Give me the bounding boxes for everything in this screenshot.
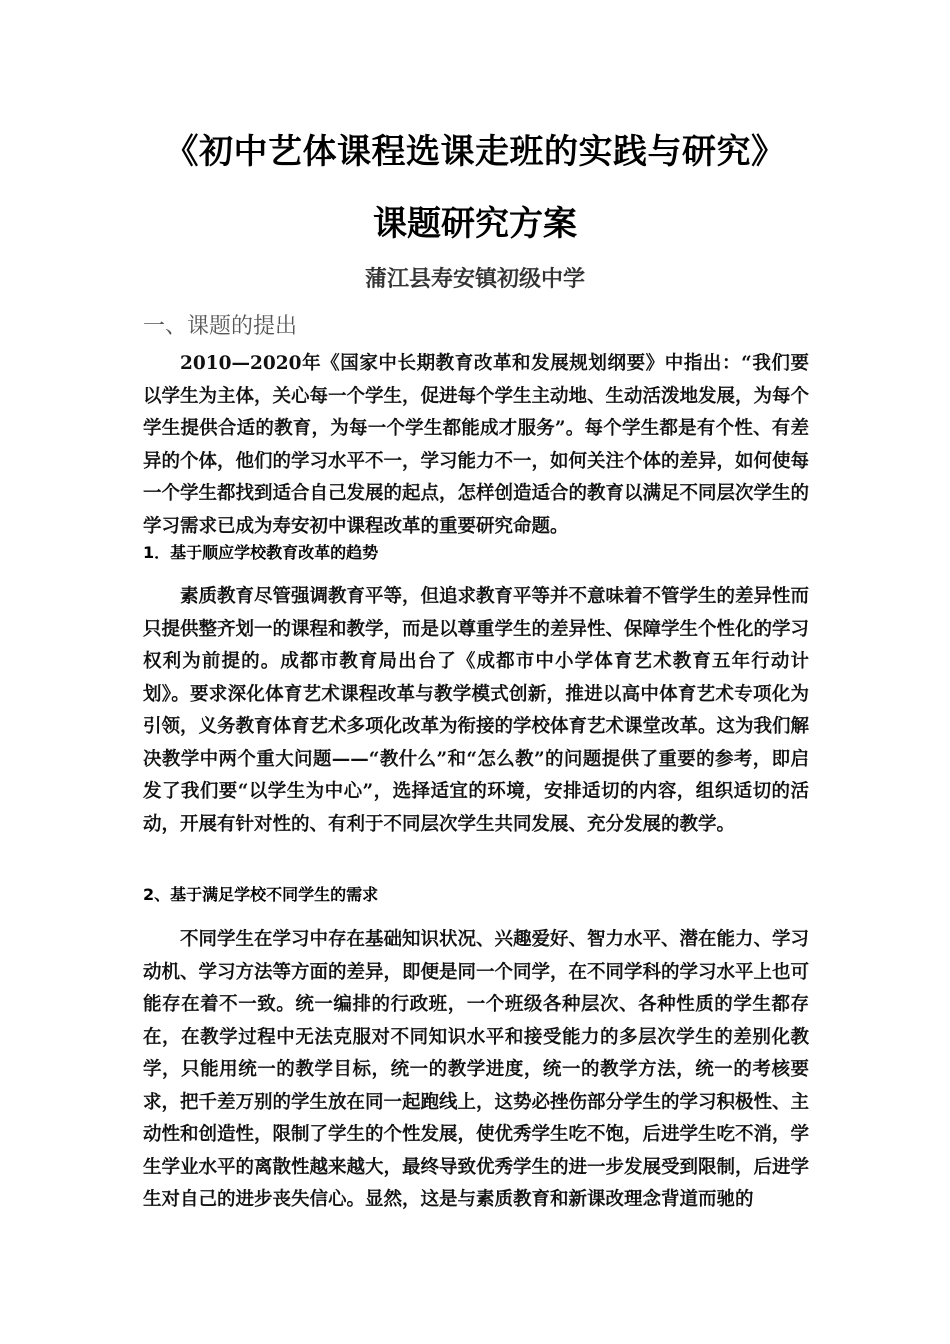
body-paragraph-1: 2010—2020年《国家中长期教育改革和发展规划纲要》中指出：“我们要以学生为主体，关心每一个学生，促进每个学生主动地、生动活泼地发展，为每个学生提供合适的教育，为每一个学生都能成才服务”。每个学生都是有个性、有差异的个体，他们的学习水平不一，学习能力不一，如何关注个体的差异，如何使每一个学生都找到适合自己发展的起点，怎样创造适合的教育以满足不同层次学生的学习需求已成为寿安初中课程改革的重要研究命题。 xyxy=(143,353,810,537)
subheading-1: 1．基于顺应学校教育改革的趋势 xyxy=(143,543,379,562)
subheading-2: 2、基于满足学校不同学生的需求 xyxy=(143,885,379,904)
document-author: 蒲江县寿安镇初级中学 xyxy=(364,266,585,292)
body-paragraph-3: 不同学生在学习中存在基础知识状况、兴趣爱好、智力水平、潜在能力、学习动机、学习方法等方面的差异，即便是同一个同学，在不同学科的学习水平上也可能存在着不一致。统一编排的行政班，一个班级各种层次、各种性质的学生都存在，在教学过程中无法克服对不同知识水平和接受能力的多层次学生的差别化教学，只能用统一的教学目标，统一的教学进度，统一的教学方法，统一的考核要求，把千差万别的学生放在同一起跑线上，这势必挫伤部分学生的学习积极性、主动性和创造性，限制了学生的个性发展，使优秀学生吃不饱，后进学生吃不消，学生学业水平的离散性越来越大，最终导致优秀学生的进一步发展受到限制，后进学生对自己的进步丧失信心。显然，这是与素质教育和新课改理念背道而驰的 xyxy=(143,929,810,1210)
document-title-line1: 《初中艺体课程选课走班的实践与研究》 xyxy=(164,132,786,172)
section-heading: 一、课题的提出 xyxy=(143,314,298,339)
body-paragraph-2: 素质教育尽管强调教育平等，但追求教育平等并不意味着不管学生的差异性而只提供整齐划一的课程和教学，而是以尊重学生的差异性、保障学生个性化的学习权利为前提的。成都市教育局出台了《成都市中小学体育艺术教育五年行动计划》。要求深化体育艺术课程改革与教学模式创新，推进以高中体育艺术专项化为引领，义务教育体育艺术多项化改革为衔接的学校体育艺术课堂改革。这为我们解决教学中两个重大问题——“教什么”和“怎么教”的问题提供了重要的参考，即启发了我们要“以学生为中心”，选择适宜的环境，安排适切的内容，组织适切的活动，开展有针对性的、有利于不同层次学生共同发展、充分发展的教学。 xyxy=(143,586,810,835)
document-title-line2: 课题研究方案 xyxy=(373,204,577,244)
